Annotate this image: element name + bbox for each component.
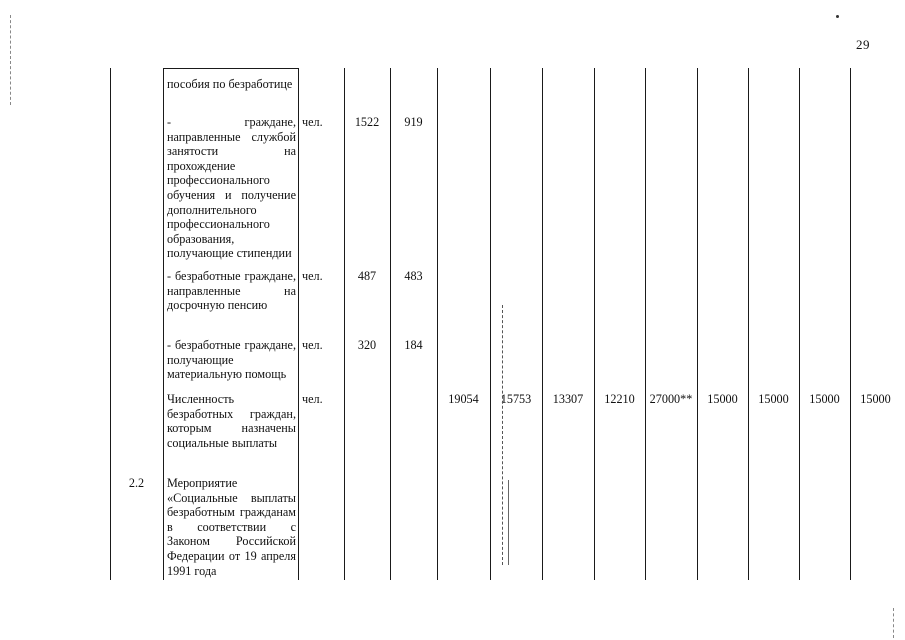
table-column-divider — [390, 68, 391, 580]
table-column-divider — [697, 68, 698, 580]
row-early-pension-value-1: 487 — [357, 269, 377, 283]
table-column-divider — [490, 68, 491, 580]
row-total-value-7: 15000 — [758, 392, 789, 406]
table-column-divider — [437, 68, 438, 580]
row-total-value-1: 19054 — [448, 392, 479, 406]
scan-pen-mark — [508, 480, 509, 565]
page-number: 29 — [856, 37, 870, 52]
row-stipend-value-2: 919 — [404, 115, 423, 129]
row-total-value-9: 15000 — [860, 392, 891, 406]
row-total-unit: чел. — [302, 392, 323, 406]
row-measure-number: 2.2 — [128, 476, 145, 490]
scan-edge-mark — [10, 15, 11, 105]
row-stipend-value-1: 1522 — [354, 115, 380, 129]
row-measure-description: Мероприятие «Социальные выплаты безработным гражданам в соответствии с Законом Российской Федерации от 19 апреля 1991 года — [167, 476, 296, 578]
table-column-divider — [645, 68, 646, 580]
table-border-left — [110, 68, 111, 580]
table-column-divider — [298, 68, 299, 580]
table-column-divider — [542, 68, 543, 580]
table-rule — [163, 68, 298, 69]
row-early-pension-value-2: 483 — [404, 269, 423, 283]
row-benefit-description: пособия по безработице — [167, 77, 293, 91]
row-total-value-2: 15753 — [500, 392, 532, 406]
table-column-divider — [594, 68, 595, 580]
row-total-value-6: 15000 — [707, 392, 738, 406]
row-stipend-unit: чел. — [302, 115, 323, 129]
row-material-aid-unit: чел. — [302, 338, 323, 352]
row-total-value-8: 15000 — [809, 392, 840, 406]
row-total-value-5: 27000** — [649, 392, 693, 406]
row-early-pension-description: - безработные граждане, направленные на досрочную пенсию — [167, 269, 296, 313]
scan-speck — [836, 15, 839, 18]
row-material-aid-value-2: 184 — [404, 338, 423, 352]
table-column-divider — [748, 68, 749, 580]
row-total-value-4: 12210 — [604, 392, 635, 406]
table-column-divider — [344, 68, 345, 580]
table-column-divider — [163, 68, 164, 580]
row-material-aid-description: - безработные граждане, получающие материальную помощь — [167, 338, 296, 382]
row-early-pension-unit: чел. — [302, 269, 323, 283]
scan-edge-mark — [893, 608, 894, 638]
table-column-divider — [850, 68, 851, 580]
row-stipend-description: - граждане, направленные службой занятости на прохождение профессионального обучения и получение дополнительного профессионального образования, получающие стипендии — [167, 115, 296, 261]
row-total-value-3: 13307 — [552, 392, 584, 406]
scan-pen-mark — [502, 305, 503, 565]
table-column-divider — [799, 68, 800, 580]
row-material-aid-value-1: 320 — [357, 338, 377, 352]
row-total-description: Численность безработных граждан, которым назначены социальные выплаты — [167, 392, 296, 450]
